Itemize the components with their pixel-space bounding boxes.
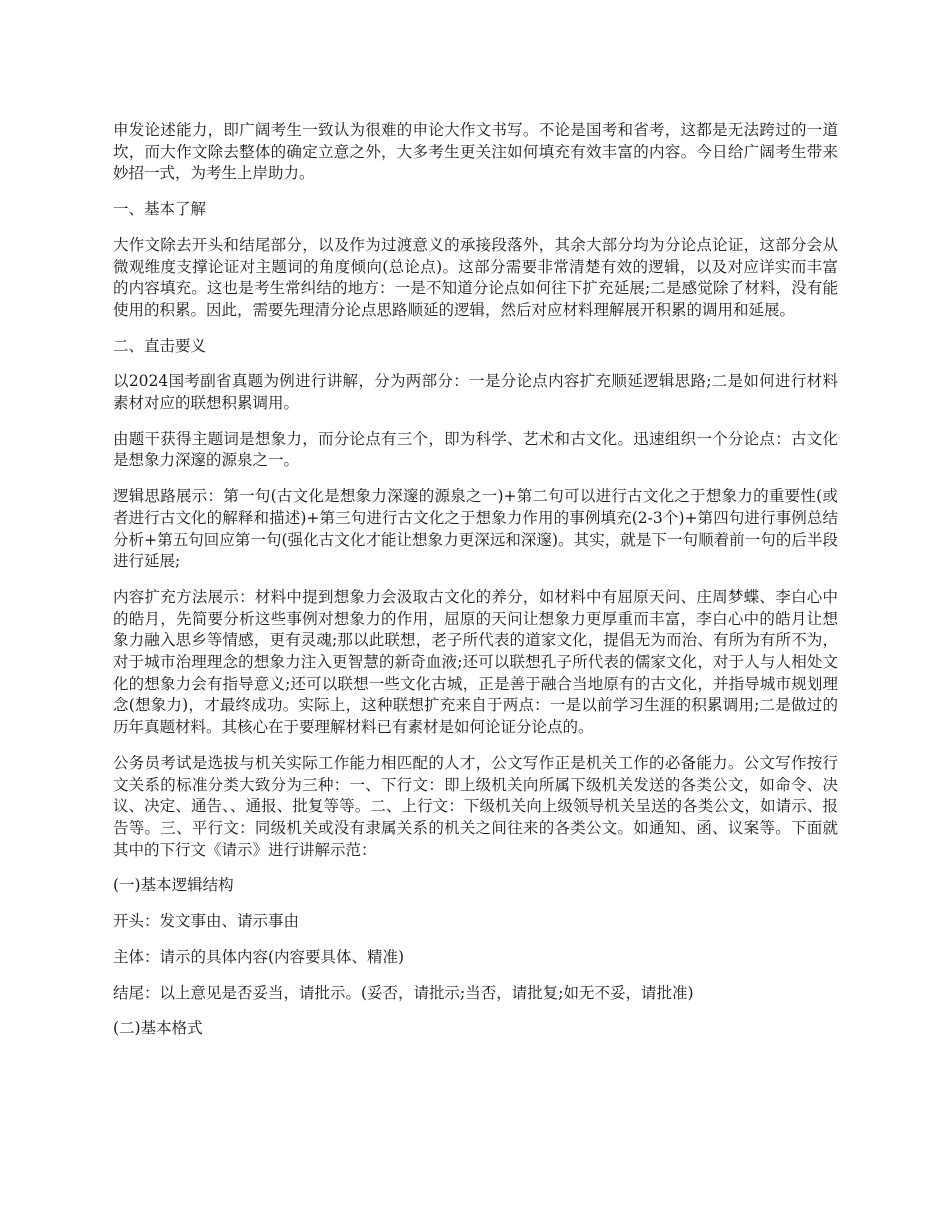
paragraph-official-writing: 公务员考试是选拔与机关实际工作能力相匹配的人才，公文写作正是机关工作的必备能力。公文写作按行文关系的标准分类大致分为三种：一、下行文：即上级机关向所属下级机关发送的各类公文，如命令、决议、决定、通告、、通报、批复等等。二、上行文：下级机关向上级领导机关呈送的各类公文，如请示、报告等。三、平行文：同级机关或没有隶属关系的机关之间往来的各类公文。如通知、函、议案等。下面就其中的下行文《请示》进行讲解示范： [113, 753, 838, 859]
subheading-basic-format: (二)基本格式 [113, 1019, 203, 1038]
paragraph-main-body: 主体：请示的具体内容(内容要具体、精准) [113, 947, 405, 966]
intro-paragraph: 申发论述能力，即广阔考生一致认为很难的申论大作文书写。不论是国考和省考，这都是无法跨过的一道坎，而大作文除去整体的确定立意之外，大多考生更关注如何填充有效丰富的内容。今日给广阔考生带来妙招一式，为考生上岸助力。 [113, 121, 838, 183]
paragraph-content-expansion: 内容扩充方法展示：材料中提到想象力会汲取古文化的养分，如材料中有屈原天问、庄周梦蝶、李白心中的皓月，先简要分析这些事例对想象力的作用，屈原的天问让想象力更厚重而丰富，李白心中的皓月让想象力融入思乡等情感，更有灵魂;那以此联想，老子所代表的道家文化，提倡无为而治、有所为有所不为，对于城市治理理念的想象力注入更智慧的新奇血液;还可以联想孔子所代表的儒家文化，对于人与人相处文化的想象力会有指导意义;还可以联想一些文化古城，正是善于融合当地原有的古文化，并指导城市规划理念(想象力)，才最终成功。实际上，这种联想扩充来自于两点：一是以前学习生涯的积累调用;二是做过的历年真题材料。其核心在于要理解材料已有素材是如何论证分论点的。 [113, 587, 838, 737]
section-heading-key-points: 二、直击要义 [113, 336, 207, 355]
paragraph-logic: 逻辑思路展示：第一句(古文化是想象力深邃的源泉之一)+第二句可以进行古文化之于想象力的重要性(或者进行古文化的解释和描述)+第三句进行古文化之于想象力作用的事例填充(2-3个)+第四句进行事例总结分析+第五句回应第一句(强化古文化才能让想象力更深远和深邃)。其实，就是下一句顺着前一句的后半段进行延展; [113, 487, 838, 571]
paragraph-basic-understanding: 大作文除去开头和结尾部分，以及作为过渡意义的承接段落外，其余大部分均为分论点论证，这部分会从微观维度支撑论证对主题词的角度倾向(总论点)。这部分需要非常清楚有效的逻辑，以及对应详实而丰富的内容填充。这也是考生常纠结的地方：一是不知道分论点如何往下扩充延展;二是感觉除了材料，没有能使用的积累。因此，需要先理清分论点思路顺延的逻辑，然后对应材料理解展开积累的调用和延展。 [113, 235, 838, 319]
subheading-logic-structure: (一)基本逻辑结构 [113, 876, 234, 895]
paragraph-opening: 开头：发文事由、请示事由 [113, 912, 300, 931]
paragraph-ending: 结尾：以上意见是否妥当，请批示。(妥否，请批示;当否，请批复;如无不妥，请批准) [113, 983, 694, 1002]
document-body [113, 120, 838, 1054]
section-heading-basic: 一、基本了解 [113, 200, 207, 219]
paragraph-exam-example: 以2024国考副省真题为例进行讲解，分为两部分：一是分论点内容扩充顺延逻辑思路;二是如何进行材料素材对应的联想积累调用。 [113, 372, 838, 413]
paragraph-theme: 由题干获得主题词是想象力，而分论点有三个，即为科学、艺术和古文化。迅速组织一个分论点：古文化是想象力深邃的源泉之一。 [113, 429, 838, 470]
